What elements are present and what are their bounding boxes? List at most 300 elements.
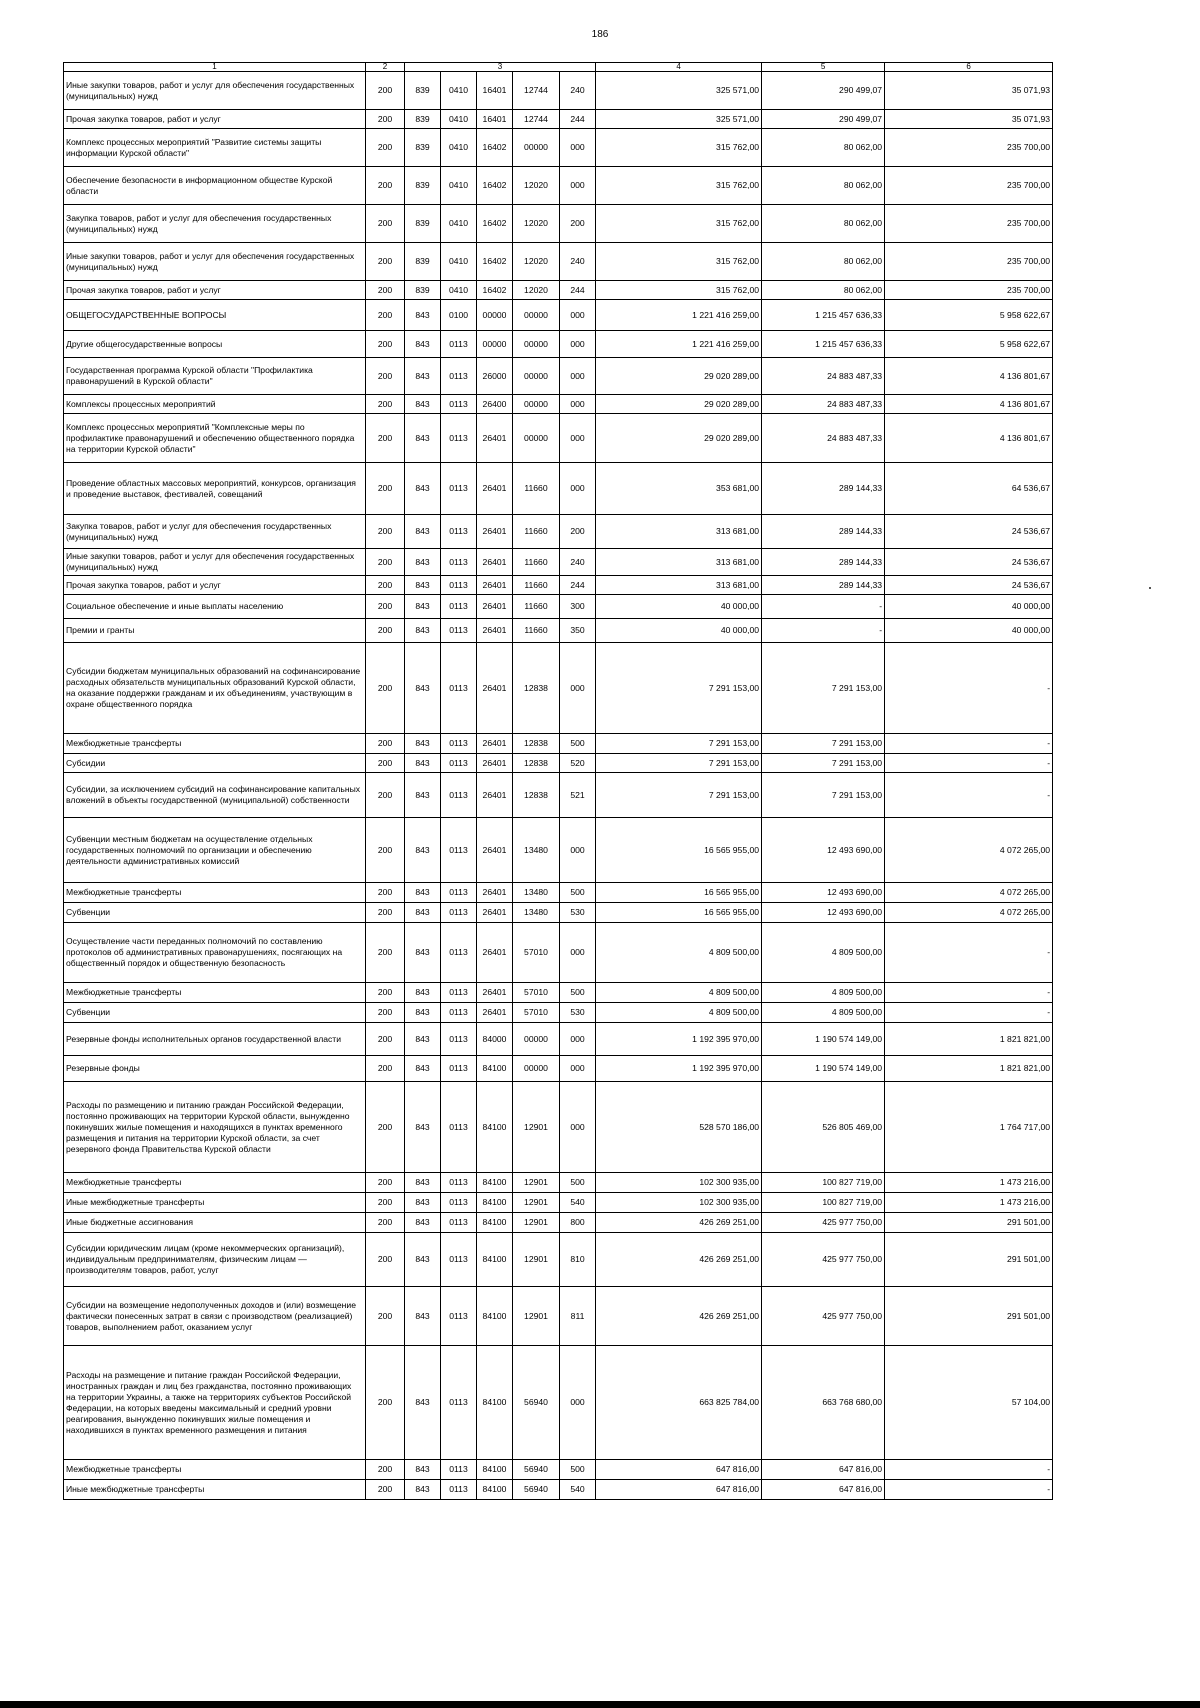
value-col6: 1 821 821,00 <box>885 1056 1053 1082</box>
code-d: 84000 <box>477 1023 513 1056</box>
code-f: 000 <box>560 463 596 515</box>
code-a: 200 <box>366 1346 405 1460</box>
code-b: 843 <box>405 595 441 619</box>
code-e: 00000 <box>513 129 560 167</box>
code-a: 200 <box>366 923 405 983</box>
value-col4: 102 300 935,00 <box>596 1193 762 1213</box>
code-c: 0113 <box>441 515 477 549</box>
table-row <box>64 595 1053 619</box>
code-a: 200 <box>366 281 405 300</box>
code-d: 26401 <box>477 923 513 983</box>
code-b: 843 <box>405 414 441 463</box>
value-col6: - <box>885 923 1053 983</box>
code-b: 843 <box>405 515 441 549</box>
value-col5: 526 805 469,00 <box>762 1082 885 1173</box>
code-c: 0113 <box>441 576 477 595</box>
code-d: 26401 <box>477 576 513 595</box>
code-a: 200 <box>366 754 405 773</box>
code-e: 12020 <box>513 167 560 205</box>
code-e: 13480 <box>513 903 560 923</box>
value-col4: 647 816,00 <box>596 1480 762 1500</box>
code-e: 12838 <box>513 773 560 818</box>
value-col6: 235 700,00 <box>885 243 1053 281</box>
code-e: 56940 <box>513 1346 560 1460</box>
value-col4: 29 020 289,00 <box>596 414 762 463</box>
value-col4: 313 681,00 <box>596 515 762 549</box>
code-c: 0410 <box>441 167 477 205</box>
value-col6: - <box>885 1003 1053 1023</box>
code-a: 200 <box>366 72 405 110</box>
value-col5: 425 977 750,00 <box>762 1287 885 1346</box>
code-b: 843 <box>405 754 441 773</box>
code-d: 26401 <box>477 818 513 883</box>
value-col4: 29 020 289,00 <box>596 358 762 395</box>
code-f: 000 <box>560 1082 596 1173</box>
code-e: 11660 <box>513 576 560 595</box>
scan-bottom-edge <box>0 1701 1200 1708</box>
code-e: 11660 <box>513 549 560 576</box>
value-col5: 1 190 574 149,00 <box>762 1056 885 1082</box>
code-d: 84100 <box>477 1213 513 1233</box>
code-d: 16402 <box>477 281 513 300</box>
code-a: 200 <box>366 395 405 414</box>
value-col5: 1 215 457 636,33 <box>762 300 885 331</box>
value-col6: 35 071,93 <box>885 110 1053 129</box>
value-col6: 4 072 265,00 <box>885 903 1053 923</box>
code-b: 843 <box>405 883 441 903</box>
code-d: 26401 <box>477 595 513 619</box>
code-e: 57010 <box>513 1003 560 1023</box>
value-col5: 7 291 153,00 <box>762 754 885 773</box>
row-name: Прочая закупка товаров, работ и услуг <box>64 281 366 300</box>
value-col6: 4 072 265,00 <box>885 883 1053 903</box>
code-c: 0113 <box>441 395 477 414</box>
value-col6: 1 821 821,00 <box>885 1023 1053 1056</box>
row-name: Комплексы процессных мероприятий <box>64 395 366 414</box>
code-b: 843 <box>405 395 441 414</box>
code-e: 12020 <box>513 281 560 300</box>
value-col6: 5 958 622,67 <box>885 331 1053 358</box>
table-row <box>64 72 1053 110</box>
code-d: 84100 <box>477 1287 513 1346</box>
table-row <box>64 395 1053 414</box>
table-row <box>64 883 1053 903</box>
table-row <box>64 773 1053 818</box>
value-col6: 291 501,00 <box>885 1233 1053 1287</box>
value-col6: 1 473 216,00 <box>885 1173 1053 1193</box>
table-row <box>64 129 1053 167</box>
value-col6: 35 071,93 <box>885 72 1053 110</box>
value-col5: 80 062,00 <box>762 167 885 205</box>
value-col5: 24 883 487,33 <box>762 358 885 395</box>
code-d: 16402 <box>477 167 513 205</box>
code-c: 0410 <box>441 110 477 129</box>
value-col4: 315 762,00 <box>596 129 762 167</box>
code-b: 843 <box>405 923 441 983</box>
code-a: 200 <box>366 983 405 1003</box>
table-row <box>64 734 1053 754</box>
code-f: 000 <box>560 643 596 734</box>
row-name: Расходы на размещение и питание граждан Российской Федерации, иностранных граждан и лиц без гражданства, постоянно проживающих на территории Украины, а также на территориях субъектов Российской Федерации, на которых введены максимальный и средний уровни реагирования, вынужденно покинувших жилые помещения и находившихся в пунктах временного размещения и питания <box>64 1346 366 1460</box>
code-b: 843 <box>405 1193 441 1213</box>
value-col4: 1 192 395 970,00 <box>596 1023 762 1056</box>
value-col5: 7 291 153,00 <box>762 734 885 754</box>
value-col4: 663 825 784,00 <box>596 1346 762 1460</box>
row-name: Субвенции <box>64 903 366 923</box>
code-b: 843 <box>405 300 441 331</box>
value-col4: 353 681,00 <box>596 463 762 515</box>
code-e: 00000 <box>513 300 560 331</box>
code-e: 00000 <box>513 1023 560 1056</box>
code-b: 843 <box>405 1082 441 1173</box>
table-row <box>64 1023 1053 1056</box>
code-b: 843 <box>405 818 441 883</box>
code-d: 26401 <box>477 515 513 549</box>
code-c: 0113 <box>441 883 477 903</box>
code-c: 0113 <box>441 549 477 576</box>
value-col6: 235 700,00 <box>885 129 1053 167</box>
table-row <box>64 281 1053 300</box>
code-c: 0113 <box>441 734 477 754</box>
value-col4: 4 809 500,00 <box>596 1003 762 1023</box>
value-col5: 80 062,00 <box>762 129 885 167</box>
code-a: 200 <box>366 734 405 754</box>
code-a: 200 <box>366 1213 405 1233</box>
row-name: Премии и гранты <box>64 619 366 643</box>
row-name: Иные бюджетные ассигнования <box>64 1213 366 1233</box>
code-b: 839 <box>405 281 441 300</box>
value-col5: 289 144,33 <box>762 463 885 515</box>
table-row <box>64 1173 1053 1193</box>
value-col6: 235 700,00 <box>885 167 1053 205</box>
value-col6: 1 473 216,00 <box>885 1193 1053 1213</box>
value-col4: 40 000,00 <box>596 619 762 643</box>
code-f: 500 <box>560 883 596 903</box>
row-name: Комплекс процессных мероприятий "Развитие системы защиты информации Курской области" <box>64 129 366 167</box>
value-col6: 235 700,00 <box>885 281 1053 300</box>
code-a: 200 <box>366 331 405 358</box>
code-a: 200 <box>366 167 405 205</box>
code-e: 11660 <box>513 619 560 643</box>
code-d: 16402 <box>477 129 513 167</box>
row-name: Субсидии бюджетам муниципальных образований на софинансирование расходных обязательств муниципальных образований Курской области, на оказание поддержки гражданам и их объединениям, участвующим в охране общественного порядка <box>64 643 366 734</box>
code-b: 843 <box>405 576 441 595</box>
code-c: 0113 <box>441 923 477 983</box>
code-f: 000 <box>560 300 596 331</box>
code-c: 0410 <box>441 129 477 167</box>
code-a: 200 <box>366 1460 405 1480</box>
scan-speck <box>1149 587 1151 589</box>
column-header: 1 <box>64 63 366 72</box>
row-name: ОБЩЕГОСУДАРСТВЕННЫЕ ВОПРОСЫ <box>64 300 366 331</box>
code-f: 240 <box>560 243 596 281</box>
code-d: 26401 <box>477 643 513 734</box>
code-b: 843 <box>405 1346 441 1460</box>
row-name: Осуществление части переданных полномочий по составлению протоколов об административных правонарушениях, посягающих на общественный порядок и общественную безопасность <box>64 923 366 983</box>
code-a: 200 <box>366 643 405 734</box>
code-a: 200 <box>366 903 405 923</box>
value-col6: 4 136 801,67 <box>885 414 1053 463</box>
code-d: 26401 <box>477 773 513 818</box>
code-c: 0113 <box>441 773 477 818</box>
code-c: 0113 <box>441 818 477 883</box>
table-row <box>64 205 1053 243</box>
code-f: 520 <box>560 754 596 773</box>
code-e: 12901 <box>513 1287 560 1346</box>
code-e: 12744 <box>513 72 560 110</box>
row-name: Проведение областных массовых мероприятий, конкурсов, организация и проведение выставок, фестивалей, совещаний <box>64 463 366 515</box>
value-col6: 57 104,00 <box>885 1346 1053 1460</box>
code-b: 843 <box>405 734 441 754</box>
value-col4: 16 565 955,00 <box>596 818 762 883</box>
code-e: 11660 <box>513 463 560 515</box>
code-c: 0410 <box>441 281 477 300</box>
table-row <box>64 1346 1053 1460</box>
value-col6: 1 764 717,00 <box>885 1082 1053 1173</box>
code-e: 13480 <box>513 883 560 903</box>
code-f: 500 <box>560 983 596 1003</box>
row-name: Закупка товаров, работ и услуг для обеспечения государственных (муниципальных) нужд <box>64 515 366 549</box>
code-c: 0113 <box>441 1233 477 1287</box>
code-b: 843 <box>405 983 441 1003</box>
code-c: 0113 <box>441 595 477 619</box>
value-col6: - <box>885 1460 1053 1480</box>
table-row <box>64 1460 1053 1480</box>
table-row <box>64 1193 1053 1213</box>
row-name: Межбюджетные трансферты <box>64 983 366 1003</box>
value-col6: 4 136 801,67 <box>885 358 1053 395</box>
code-c: 0113 <box>441 1346 477 1460</box>
value-col6: 291 501,00 <box>885 1287 1053 1346</box>
table-row <box>64 331 1053 358</box>
code-a: 200 <box>366 595 405 619</box>
value-col4: 4 809 500,00 <box>596 983 762 1003</box>
budget-table <box>63 62 1053 1500</box>
table-row <box>64 619 1053 643</box>
code-b: 839 <box>405 205 441 243</box>
code-a: 200 <box>366 110 405 129</box>
code-f: 000 <box>560 818 596 883</box>
value-col4: 40 000,00 <box>596 595 762 619</box>
code-a: 200 <box>366 1193 405 1213</box>
row-name: Прочая закупка товаров, работ и услуг <box>64 576 366 595</box>
value-col5: 80 062,00 <box>762 205 885 243</box>
code-a: 200 <box>366 1023 405 1056</box>
value-col5: 290 499,07 <box>762 72 885 110</box>
code-e: 12901 <box>513 1213 560 1233</box>
row-name: Иные закупки товаров, работ и услуг для обеспечения государственных (муниципальных) нужд <box>64 549 366 576</box>
value-col5: 290 499,07 <box>762 110 885 129</box>
row-name: Межбюджетные трансферты <box>64 1460 366 1480</box>
table-row <box>64 1233 1053 1287</box>
code-f: 244 <box>560 110 596 129</box>
table-row <box>64 167 1053 205</box>
code-c: 0113 <box>441 643 477 734</box>
row-name: Закупка товаров, работ и услуг для обеспечения государственных (муниципальных) нужд <box>64 205 366 243</box>
code-d: 84100 <box>477 1460 513 1480</box>
table-row <box>64 515 1053 549</box>
value-col4: 315 762,00 <box>596 205 762 243</box>
code-d: 16402 <box>477 205 513 243</box>
value-col5: 12 493 690,00 <box>762 818 885 883</box>
code-b: 843 <box>405 773 441 818</box>
value-col6: - <box>885 773 1053 818</box>
code-b: 843 <box>405 331 441 358</box>
code-b: 843 <box>405 1056 441 1082</box>
row-name: Резервные фонды <box>64 1056 366 1082</box>
row-name: Государственная программа Курской области "Профилактика правонарушений в Курской области" <box>64 358 366 395</box>
code-e: 12901 <box>513 1082 560 1173</box>
value-col6: 5 958 622,67 <box>885 300 1053 331</box>
code-a: 200 <box>366 619 405 643</box>
code-e: 12901 <box>513 1233 560 1287</box>
code-c: 0113 <box>441 1460 477 1480</box>
code-c: 0113 <box>441 983 477 1003</box>
code-e: 00000 <box>513 395 560 414</box>
code-f: 000 <box>560 331 596 358</box>
value-col5: 7 291 153,00 <box>762 643 885 734</box>
table-row <box>64 643 1053 734</box>
value-col4: 426 269 251,00 <box>596 1233 762 1287</box>
row-name: Субсидии, за исключением субсидий на софинансирование капитальных вложений в объекты государственной (муниципальной) собственности <box>64 773 366 818</box>
page-number: 186 <box>591 29 609 40</box>
value-col6: 4 072 265,00 <box>885 818 1053 883</box>
code-b: 843 <box>405 619 441 643</box>
value-col4: 325 571,00 <box>596 110 762 129</box>
value-col5: 1 190 574 149,00 <box>762 1023 885 1056</box>
code-c: 0410 <box>441 205 477 243</box>
table-row <box>64 243 1053 281</box>
code-d: 26401 <box>477 883 513 903</box>
code-d: 84100 <box>477 1056 513 1082</box>
code-d: 84100 <box>477 1480 513 1500</box>
row-name: Субсидии юридическим лицам (кроме некоммерческих организаций), индивидуальным предпринимателям, физическим лицам — производителям товаров, работ, услуг <box>64 1233 366 1287</box>
code-e: 00000 <box>513 1056 560 1082</box>
value-col5: 12 493 690,00 <box>762 903 885 923</box>
code-c: 0113 <box>441 463 477 515</box>
code-d: 26401 <box>477 619 513 643</box>
row-name: Иные межбюджетные трансферты <box>64 1193 366 1213</box>
code-d: 26401 <box>477 549 513 576</box>
code-c: 0113 <box>441 331 477 358</box>
value-col5: 289 144,33 <box>762 549 885 576</box>
value-col5: 425 977 750,00 <box>762 1233 885 1287</box>
row-name: Резервные фонды исполнительных органов государственной власти <box>64 1023 366 1056</box>
code-e: 12901 <box>513 1173 560 1193</box>
code-e: 56940 <box>513 1480 560 1500</box>
row-name: Иные межбюджетные трансферты <box>64 1480 366 1500</box>
code-c: 0100 <box>441 300 477 331</box>
value-col5: - <box>762 595 885 619</box>
code-f: 000 <box>560 414 596 463</box>
code-e: 56940 <box>513 1460 560 1480</box>
table-row <box>64 414 1053 463</box>
value-col5: 647 816,00 <box>762 1480 885 1500</box>
code-b: 839 <box>405 243 441 281</box>
code-d: 16401 <box>477 110 513 129</box>
value-col5: 80 062,00 <box>762 243 885 281</box>
value-col6: - <box>885 643 1053 734</box>
value-col4: 4 809 500,00 <box>596 923 762 983</box>
code-b: 843 <box>405 358 441 395</box>
code-c: 0113 <box>441 1056 477 1082</box>
code-f: 000 <box>560 358 596 395</box>
code-d: 00000 <box>477 331 513 358</box>
code-e: 12838 <box>513 754 560 773</box>
code-f: 500 <box>560 734 596 754</box>
row-name: Обеспечение безопасности в информационном обществе Курской области <box>64 167 366 205</box>
code-c: 0113 <box>441 414 477 463</box>
row-name: Межбюджетные трансферты <box>64 1173 366 1193</box>
code-f: 521 <box>560 773 596 818</box>
value-col5: 7 291 153,00 <box>762 773 885 818</box>
value-col4: 1 192 395 970,00 <box>596 1056 762 1082</box>
code-a: 200 <box>366 129 405 167</box>
code-e: 11660 <box>513 515 560 549</box>
table-row <box>64 300 1053 331</box>
code-e: 12744 <box>513 110 560 129</box>
code-e: 12838 <box>513 643 560 734</box>
table-row <box>64 549 1053 576</box>
code-f: 300 <box>560 595 596 619</box>
value-col6: - <box>885 734 1053 754</box>
value-col6: 24 536,67 <box>885 576 1053 595</box>
value-col4: 1 221 416 259,00 <box>596 331 762 358</box>
value-col4: 16 565 955,00 <box>596 903 762 923</box>
value-col6: - <box>885 1480 1053 1500</box>
value-col4: 313 681,00 <box>596 576 762 595</box>
code-f: 530 <box>560 903 596 923</box>
column-header: 6 <box>885 63 1053 72</box>
code-a: 200 <box>366 300 405 331</box>
code-b: 843 <box>405 643 441 734</box>
value-col5: 12 493 690,00 <box>762 883 885 903</box>
code-b: 843 <box>405 1213 441 1233</box>
row-name: Комплекс процессных мероприятий "Комплексные меры по профилактике правонарушений и обеспечению общественного порядка на территории Курской области" <box>64 414 366 463</box>
code-b: 843 <box>405 1173 441 1193</box>
code-f: 000 <box>560 1056 596 1082</box>
code-a: 200 <box>366 463 405 515</box>
code-f: 000 <box>560 1346 596 1460</box>
value-col4: 426 269 251,00 <box>596 1287 762 1346</box>
code-a: 200 <box>366 549 405 576</box>
value-col5: 4 809 500,00 <box>762 923 885 983</box>
code-c: 0113 <box>441 1173 477 1193</box>
value-col6: 40 000,00 <box>885 595 1053 619</box>
code-f: 500 <box>560 1460 596 1480</box>
code-d: 26401 <box>477 463 513 515</box>
column-header: 3 <box>405 63 596 72</box>
value-col4: 7 291 153,00 <box>596 773 762 818</box>
code-a: 200 <box>366 883 405 903</box>
code-e: 57010 <box>513 983 560 1003</box>
code-d: 26401 <box>477 734 513 754</box>
code-e: 12020 <box>513 243 560 281</box>
value-col5: 647 816,00 <box>762 1460 885 1480</box>
code-c: 0113 <box>441 1082 477 1173</box>
column-header: 5 <box>762 63 885 72</box>
table-row <box>64 754 1053 773</box>
row-name: Межбюджетные трансферты <box>64 734 366 754</box>
value-col5: 425 977 750,00 <box>762 1213 885 1233</box>
code-d: 26401 <box>477 983 513 1003</box>
code-a: 200 <box>366 1082 405 1173</box>
row-name: Субвенции <box>64 1003 366 1023</box>
row-name: Субсидии <box>64 754 366 773</box>
code-e: 12838 <box>513 734 560 754</box>
value-col6: - <box>885 754 1053 773</box>
row-name: Субсидии на возмещение недополученных доходов и (или) возмещение фактически понесенных затрат в связи с производством (реализацией) товаров, выполнением работ, оказанием услуг <box>64 1287 366 1346</box>
